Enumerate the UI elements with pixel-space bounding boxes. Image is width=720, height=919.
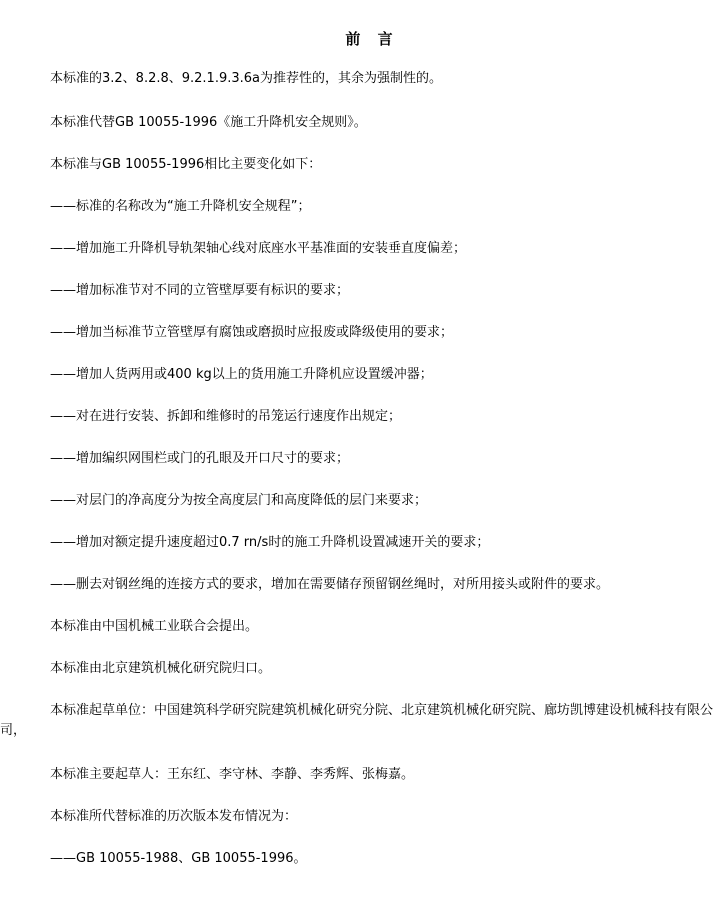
paragraph-recommended-clauses: 本标准的3.2、8.2.8、9.2.1.9.3.6a为推荐性的，其余为强制性的。 — [50, 71, 443, 86]
change-item-3: ——增加标准节对不同的立管壁厚要有标识的要求； — [50, 283, 350, 298]
paragraph-replaces-standard: 本标准代替GB 10055-1996《施工升降机安全规则》。 — [50, 115, 367, 130]
paragraph-version-history: ——GB 10055-1988、GB 10055-1996。 — [50, 851, 307, 866]
document-title: 前 言 — [345, 30, 399, 48]
change-item-2: ——增加施工升降机导轨架轴心线对底座水平基准面的安装垂直度偏差； — [50, 241, 467, 256]
paragraph-drafting-units: 本标准起草单位：中国建筑科学研究院建筑机械化研究分院、北京建筑机械化研究院、廊坊凯博建设机械科技有限公司， — [0, 703, 714, 738]
change-item-7: ——增加编织网围栏或门的孔眼及开口尺寸的要求； — [50, 451, 350, 466]
change-item-8: ——对层门的净高度分为按全高度层门和高度降低的层门来要求； — [50, 493, 428, 508]
paragraph-changes-intro: 本标准与GB 10055-1996相比主要变化如下： — [50, 157, 322, 172]
paragraph-main-drafters: 本标准主要起草人：王东红、李守林、李静、李秀辉、张梅嘉。 — [50, 767, 415, 782]
change-item-9: ——增加对额定提升速度超过0.7 rn/s时的施工升降机设置减速开关的要求； — [50, 535, 490, 550]
paragraph-proposed-by: 本标准由中国机械工业联合会提出。 — [50, 619, 259, 634]
change-item-1: ——标准的名称改为“施工升降机安全规程”； — [50, 199, 311, 214]
paragraph-version-history-intro: 本标准所代替标准的历次版本发布情况为： — [50, 809, 298, 824]
change-item-10: ——删去对钢丝绳的连接方式的要求，增加在需要储存预留钢丝绳时，对所用接头或附件的要求。 — [50, 577, 610, 592]
paragraph-centralized-by: 本标准由北京建筑机械化研究院归口。 — [50, 661, 272, 676]
change-item-4: ——增加当标准节立管壁厚有腐蚀或磨损时应报废或降级使用的要求； — [50, 325, 454, 340]
change-item-6: ——对在进行安装、拆卸和维修时的吊笼运行速度作出规定； — [50, 409, 402, 424]
change-item-5: ——增加人货两用或400 kg以上的货用施工升降机应设置缓冲器； — [50, 367, 433, 382]
